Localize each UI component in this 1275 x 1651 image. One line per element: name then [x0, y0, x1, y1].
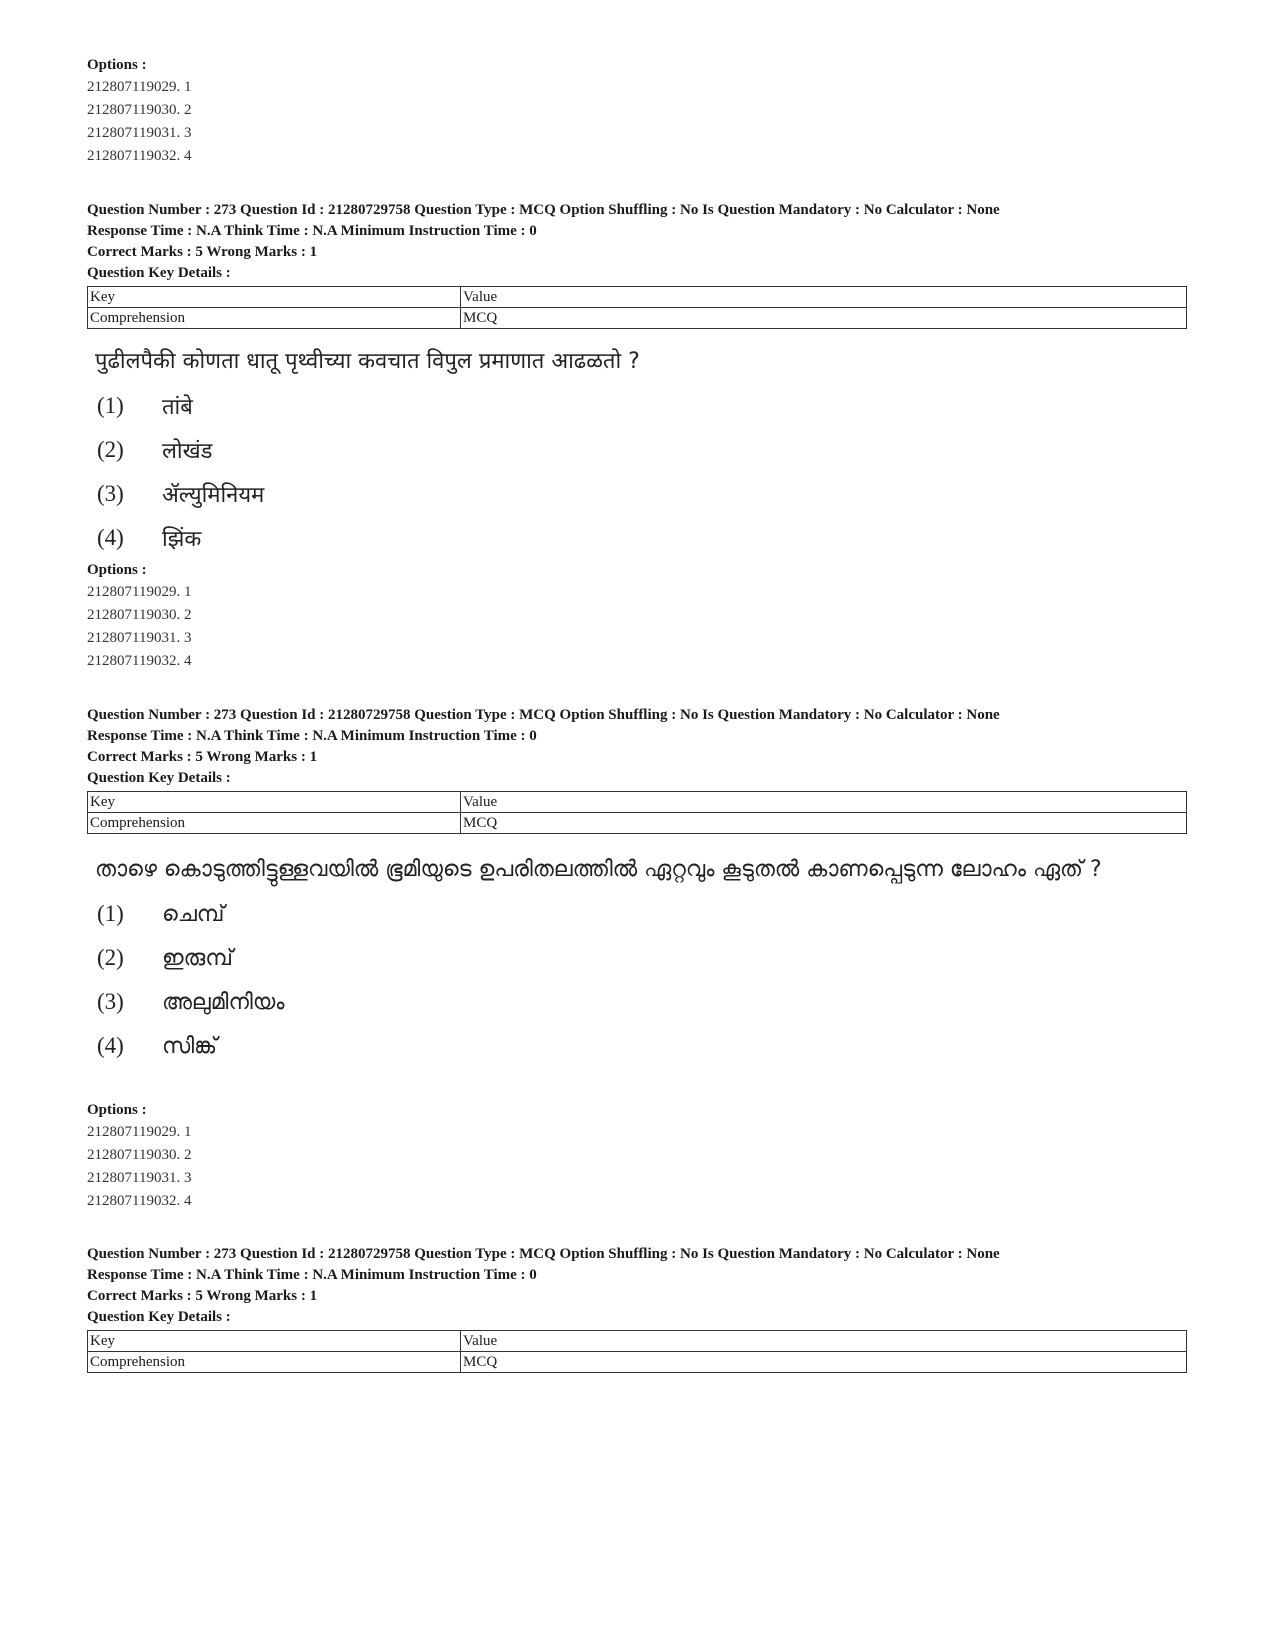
- option-id: 212807119029. 1: [87, 79, 192, 95]
- table-row: [88, 1331, 1187, 1352]
- key-details-table: [87, 286, 1187, 329]
- choice-item: [87, 980, 1187, 1024]
- option-id: 212807119030. 2: [87, 607, 192, 623]
- choice-item: [87, 1024, 1187, 1068]
- choice-item: [87, 428, 1187, 472]
- choice-item: [87, 892, 1187, 936]
- response-time-line: Response Time : N.A Think Time : N.A Minimum Instruction Time : 0: [87, 728, 537, 744]
- key-details-table: [87, 1330, 1187, 1373]
- table-header-key: Key: [88, 287, 461, 308]
- option-id: 212807119030. 2: [87, 1147, 192, 1163]
- question-meta-line: Question Number : 273 Question Id : 21280729758 Question Type : MCQ Option Shuffling : No Is Question Mandatory : No Calculator : None: [87, 202, 1000, 218]
- option-id: 212807119032. 4: [87, 653, 192, 669]
- options-label: Options :: [87, 1102, 147, 1118]
- table-row: [88, 813, 1187, 834]
- choice-item: [87, 936, 1187, 980]
- option-id: 212807119029. 1: [87, 584, 192, 600]
- question-meta-line: Question Number : 273 Question Id : 21280729758 Question Type : MCQ Option Shuffling : No Is Question Mandatory : No Calculator : None: [87, 707, 1000, 723]
- option-id: 212807119031. 3: [87, 630, 192, 646]
- table-row: [88, 1352, 1187, 1373]
- choice-number: (1): [97, 393, 124, 418]
- option-id: 212807119029. 1: [87, 1124, 192, 1140]
- choice-number: (1): [97, 901, 124, 926]
- options-label: Options :: [87, 57, 147, 73]
- choice-item: [87, 472, 1187, 516]
- table-cell-value: MCQ: [461, 813, 1187, 834]
- table-row: [88, 308, 1187, 329]
- choice-item: [87, 516, 1187, 560]
- key-details-label: Question Key Details :: [87, 770, 231, 786]
- choice-number: (4): [97, 525, 124, 550]
- question-text: पुढीलपैकी कोणता धातू पृथ्वीच्या कवचात विपुल प्रमाणात आढळतो ?: [95, 349, 640, 374]
- table-header-value: Value: [461, 1331, 1187, 1352]
- options-block: [87, 1100, 1187, 1213]
- choice-item: [87, 384, 1187, 428]
- choice-number: (3): [97, 481, 124, 506]
- choice-number: (3): [97, 989, 124, 1014]
- table-header-key: Key: [88, 792, 461, 813]
- table-cell-key: Comprehension: [88, 813, 461, 834]
- table-header-key: Key: [88, 1331, 461, 1352]
- options-label: Options :: [87, 562, 147, 578]
- key-details-label: Question Key Details :: [87, 1309, 231, 1325]
- table-cell-value: MCQ: [461, 1352, 1187, 1373]
- question-meta-block: [87, 1244, 1187, 1373]
- choice-text: झिंक: [162, 527, 202, 552]
- response-time-line: Response Time : N.A Think Time : N.A Minimum Instruction Time : 0: [87, 1267, 537, 1283]
- choice-text: लोखंड: [162, 439, 213, 464]
- options-block: [87, 560, 1187, 673]
- choice-number: (2): [97, 437, 124, 462]
- choice-text: സിങ്ക്: [162, 1033, 218, 1059]
- key-details-table: [87, 791, 1187, 834]
- choice-number: (4): [97, 1033, 124, 1058]
- table-cell-key: Comprehension: [88, 308, 461, 329]
- table-header-value: Value: [461, 287, 1187, 308]
- question-malayalam: [87, 848, 1187, 1068]
- table-row: [88, 792, 1187, 813]
- question-marathi: [87, 340, 1187, 560]
- table-row: [88, 287, 1187, 308]
- choice-number: (2): [97, 945, 124, 970]
- option-id: 212807119031. 3: [87, 125, 192, 141]
- marks-line: Correct Marks : 5 Wrong Marks : 1: [87, 1288, 318, 1304]
- response-time-line: Response Time : N.A Think Time : N.A Minimum Instruction Time : 0: [87, 223, 537, 239]
- question-meta-block: [87, 200, 1187, 329]
- table-cell-key: Comprehension: [88, 1352, 461, 1373]
- question-text: താഴെ കൊടുത്തിട്ടുള്ളവയിൽ ഭൂമിയുടെ ഉപരിതലത്തിൽ ഏറ്റവും കൂടുതൽ കാണപ്പെടുന്ന ലോഹം ഏത് ?: [95, 857, 1102, 882]
- table-header-value: Value: [461, 792, 1187, 813]
- choice-text: ചെമ്പ്: [162, 901, 225, 927]
- key-details-label: Question Key Details :: [87, 265, 231, 281]
- option-id: 212807119030. 2: [87, 102, 192, 118]
- choice-text: तांबे: [162, 395, 193, 420]
- option-id: 212807119031. 3: [87, 1170, 192, 1186]
- marks-line: Correct Marks : 5 Wrong Marks : 1: [87, 244, 318, 260]
- question-meta-line: Question Number : 273 Question Id : 21280729758 Question Type : MCQ Option Shuffling : No Is Question Mandatory : No Calculator : None: [87, 1246, 1000, 1262]
- choice-text: ॲल्युमिनियम: [162, 483, 265, 508]
- choice-text: ഇരുമ്പ്: [162, 945, 233, 971]
- options-block-top: [87, 55, 1187, 168]
- choice-text: അലുമിനിയം: [162, 989, 285, 1015]
- option-id: 212807119032. 4: [87, 1193, 192, 1209]
- option-id: 212807119032. 4: [87, 148, 192, 164]
- question-meta-block: [87, 705, 1187, 834]
- table-cell-value: MCQ: [461, 308, 1187, 329]
- marks-line: Correct Marks : 5 Wrong Marks : 1: [87, 749, 318, 765]
